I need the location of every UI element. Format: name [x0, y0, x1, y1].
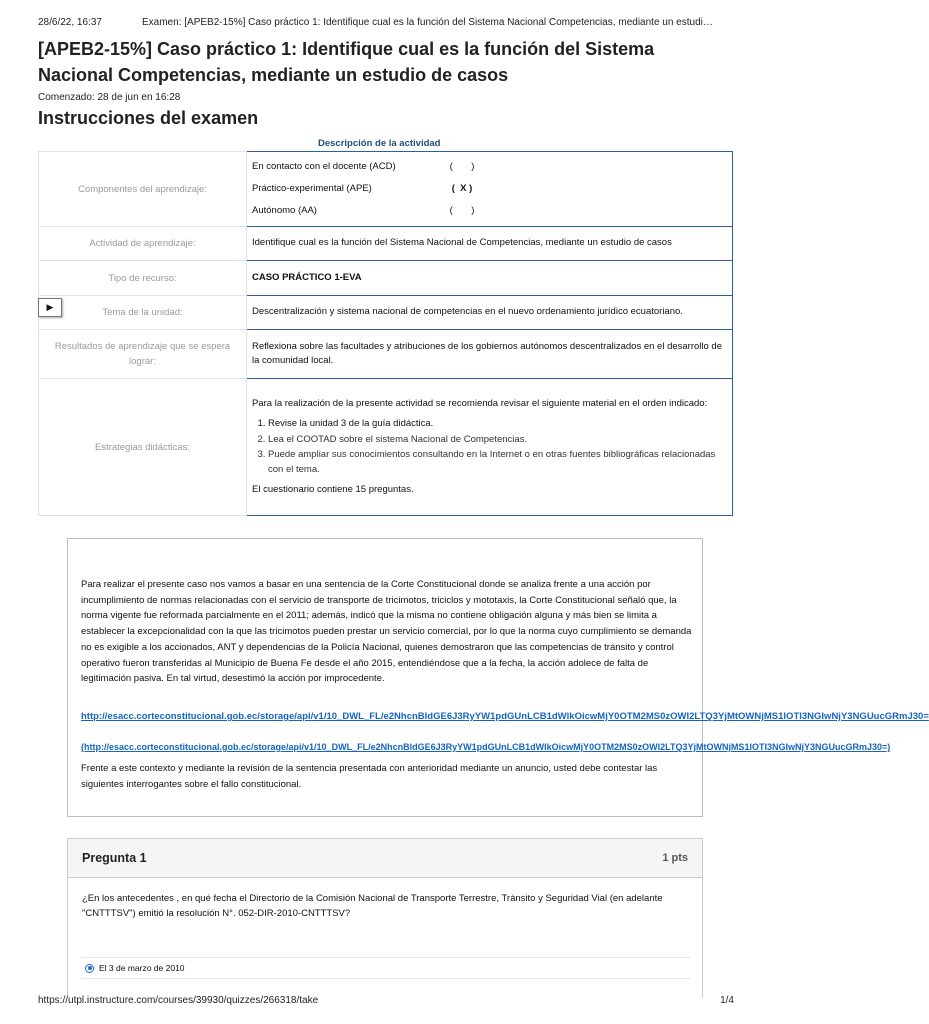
- component-item: Autónomo (AA) ( ): [252, 204, 475, 216]
- question-header: [68, 839, 702, 878]
- activity-description-header: Descripción de la actividad: [318, 138, 441, 149]
- print-url: https://utpl.instructure.com/courses/39930/quizzes/266318/take: [38, 995, 319, 1006]
- strategies-list: [268, 417, 728, 477]
- question-card: [67, 838, 703, 998]
- resource-row: [39, 261, 733, 296]
- strategies-row: [39, 379, 733, 516]
- answer-option[interactable]: [82, 957, 690, 979]
- play-icon: ▶: [46, 302, 54, 312]
- print-header: [38, 17, 734, 28]
- results-row: [39, 330, 733, 379]
- print-page-title: Examen: [APEB2-15%] Caso práctico 1: Identifique cual es la función del Sistema Nacional Competencias, mediante un estudi…: [142, 17, 713, 28]
- sentence-link[interactable]: http://esacc.corteconstitucional.gob.ec/storage/api/v1/10_DWL_FL/e2NhcnBldGE6J3RyYW1pdGUnLCB1dWlkOicwMjY0OTM2MS0zOWI2LTQ3YjMtOWNjMS1lOTI3NGIwNjY3NGUucGRmJ30=: [81, 711, 929, 722]
- components-value: [247, 152, 733, 227]
- resource-label: Tipo de recurso:: [39, 261, 247, 296]
- answer-label: El 3 de marzo de 2010: [99, 963, 185, 973]
- instructions-title: Instrucciones del examen: [38, 108, 259, 128]
- strategies-closing: El cuestionario contiene 15 preguntas.: [252, 484, 414, 495]
- activity-table: [38, 151, 733, 516]
- strategies-label: Estrategias didácticas:: [39, 379, 247, 516]
- components-row: [39, 152, 733, 227]
- list-item: 3. Puede ampliar sus conocimientos consultando en la Internet o en otras fuentes bibliográficas relacionadas con el tema.: [268, 448, 728, 477]
- exam-title: [APEB2-15%] Caso práctico 1: Identifique cual es la función del Sistema Nacional Competencias, mediante un estudio de casos: [38, 39, 655, 85]
- activity-value: Identifique cual es la función del Sistema Nacional de Competencias, mediante un estudio de casos: [247, 227, 733, 261]
- question-points: 1 pts: [662, 852, 688, 864]
- strategies-intro: Para la realización de la presente actividad se recomienda revisar el siguiente material en el orden indicado:: [252, 397, 708, 409]
- question-title: Pregunta 1: [82, 851, 147, 865]
- play-button[interactable]: [38, 298, 62, 317]
- results-label: Resultados de aprendizaje que se espera lograr:: [39, 330, 247, 379]
- print-footer: [38, 995, 734, 1006]
- print-page-number: 1/4: [720, 995, 734, 1006]
- component-item: En contacto con el docente (ACD) ( ): [252, 160, 475, 172]
- activity-label: Actividad de aprendizaje:: [39, 227, 247, 261]
- question-text: ¿En los antecedentes , en qué fecha el Directorio de la Comisión Nacional de Transporte Terrestre, Tránsito y Seguridad Vial (en adelante "CNTTTSV") emitió la resolución N°. 052-DIR-2010-CNTTTSV?: [82, 893, 663, 919]
- unit-topic-row: [39, 296, 733, 330]
- strategies-value: [247, 379, 733, 516]
- case-study-box: [67, 538, 929, 817]
- started-timestamp: Comenzado: 28 de jun en 16:28: [38, 92, 181, 103]
- list-item: 2. Lea el COOTAD sobre el sistema Nacional de Competencias.: [268, 433, 728, 448]
- activity-row: [39, 227, 733, 261]
- components-label: Componentes del aprendizaje:: [39, 152, 247, 227]
- case-text: Para realizar el presente caso nos vamos a basar en una sentencia de la Corte Constitucional donde se analiza frente a una acción por incumplimiento de normas relacionadas con el servicio de transporte de tricimotos, triciclos y mototaxis, la Corte Constitucional señaló que, la norma vigente fue reformada parcialmente en el 2011; además, indicó que la misma no contiene obligación alguna y más bien se limita a establecer la excepcionalidad con la que las tricimotos pueden prestar un servicio comercial, por lo que la norma cuyo cumplimiento se demanda no es exigible a los accionados, ANT y dependencias de la Policía Nacional, quienes demostraron que las competencias de tránsito y control operativo fueron transferidas al Municipio de Buena Fe desde el año 2015, entendiéndose que a la fecha, la acción adolece de falta de legitimación pasiva. En tal virtud, desestimó la acción por improcedente.: [81, 579, 692, 685]
- list-item: 1. Revise la unidad 3 de la guía didáctica.: [268, 417, 728, 432]
- component-item: Práctico-experimental (APE) ( X ): [252, 182, 473, 194]
- resource-value: CASO PRÁCTICO 1-EVA: [247, 261, 733, 296]
- case-instructions: Frente a este contexto y mediante la revisión de la sentencia presentada con anterioridad mediante un anuncio, usted debe contestar las siguientes interrogantes sobre el fallo constitucional.: [81, 763, 658, 790]
- unit-topic-label: Tema de la unidad:: [39, 296, 247, 330]
- radio-selected-icon[interactable]: [85, 964, 94, 973]
- sentence-link-alt[interactable]: (http://esacc.corteconstitucional.gob.ec/storage/api/v1/10_DWL_FL/e2NhcnBldGE6J3RyYW1pdGUnLCB1dWlkOicwMjY0OTM2MS0zOWI2LTQ3YjMtOWNjMS1lOTI3NGIwNjY3NGUucGRmJ30=): [81, 742, 891, 752]
- results-value: Reflexiona sobre las facultades y atribuciones de los gobiernos autónomos descentralizados en el desarrollo de la comunidad local.: [247, 330, 733, 379]
- print-date: 28/6/22, 16:37: [38, 17, 102, 28]
- unit-topic-value: Descentralización y sistema nacional de competencias en el nuevo ordenamiento jurídico ecuatoriano.: [247, 296, 733, 330]
